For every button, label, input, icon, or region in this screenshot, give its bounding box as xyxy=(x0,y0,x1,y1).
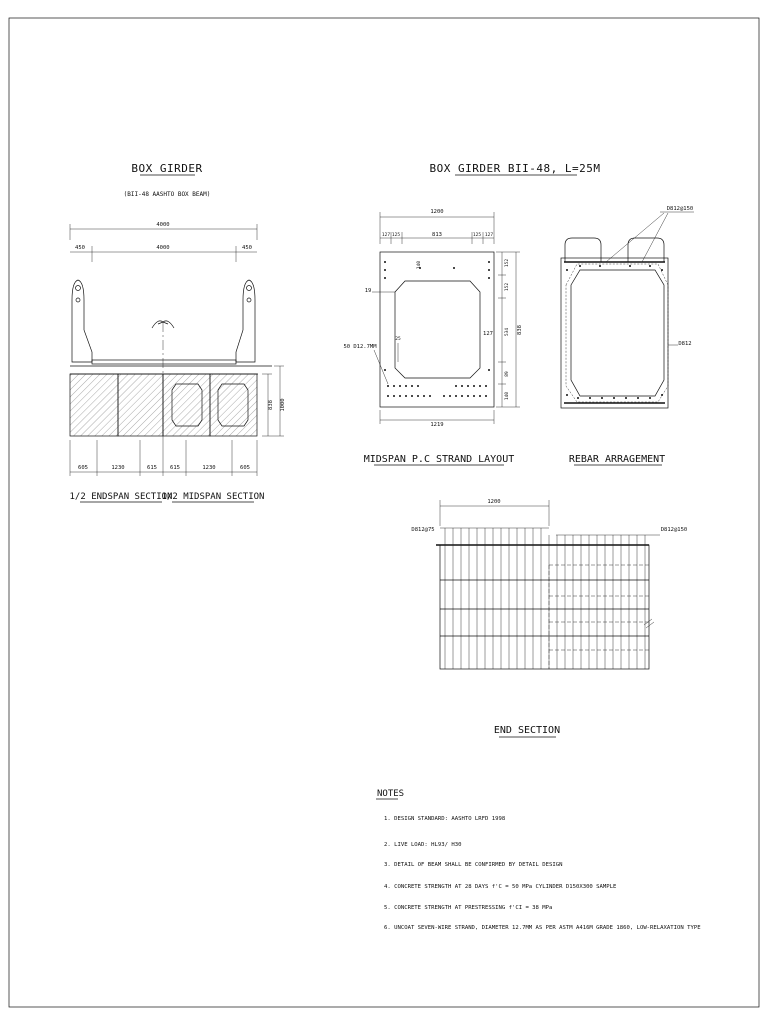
note-5: 5. CONCRETE STRENGTH AT PRESTRESSING f'CI = 38 MPa xyxy=(384,905,553,911)
end-section-outline xyxy=(440,545,649,669)
rebar-stirrup xyxy=(566,264,668,402)
box-girder-b-title: BOX GIRDER BII-48, L=25M xyxy=(429,162,601,175)
midspan-girder-1 xyxy=(163,374,210,436)
sheet-border xyxy=(9,18,759,1007)
end-section xyxy=(411,499,687,737)
strand-top-part-1: 127 xyxy=(381,233,391,238)
deck-slab xyxy=(92,360,236,364)
strand-top-part-5: 127 xyxy=(484,233,494,238)
endspan-girder-2 xyxy=(118,374,163,436)
rebar-top-flanges xyxy=(565,238,664,262)
bottom-dim-3: 615 xyxy=(147,465,157,471)
end-section-width: 1200 xyxy=(487,499,501,505)
bottom-dim-4: 615 xyxy=(170,465,180,471)
end-left-callout: D812@75 xyxy=(411,527,435,533)
height-dim-b: 1000 xyxy=(280,398,286,412)
rebar-dots xyxy=(566,265,663,399)
strand-top-small: 140 xyxy=(417,260,422,270)
strand-overall-height: 838 xyxy=(517,325,523,335)
side-dim-5: 140 xyxy=(505,391,510,401)
bottom-dim-2: 1230 xyxy=(111,465,125,471)
rebar-box-outline xyxy=(561,258,668,408)
side-dim-2: 152 xyxy=(505,282,510,292)
endspan-girder-1 xyxy=(70,374,118,436)
bottom-dim-1: 605 xyxy=(78,465,88,471)
left-kerb-dim: 450 xyxy=(75,245,85,251)
strand-top-part-4: 125 xyxy=(472,233,482,238)
endspan-caption: 1/2 ENDSPAN SECTION xyxy=(69,492,173,502)
bottom-dim-6: 605 xyxy=(240,465,250,471)
box-girder-subtitle: (BII-48 AASHTO BOX BEAM) xyxy=(123,191,211,198)
strand-layout-caption: MIDSPAN P.C STRAND LAYOUT xyxy=(363,454,515,465)
strand-top-part-2: 125 xyxy=(391,233,401,238)
box-girder-b-section xyxy=(343,162,694,465)
strand-top-part-3: 813 xyxy=(432,232,442,238)
notes-heading: NOTES xyxy=(377,789,405,799)
end-section-grid xyxy=(445,528,645,669)
rebar-side-callout: D812 xyxy=(678,341,692,347)
strand-top-width: 1200 xyxy=(430,209,444,215)
note-1: 1. DESIGN STANDARD: AASHTO LRFD 1998 xyxy=(384,816,506,822)
midspan-caption: 1/2 MIDSPAN SECTION xyxy=(161,492,265,502)
end-right-callout: D812@150 xyxy=(660,527,688,533)
strand-callout: 50 D12.7MM xyxy=(343,344,377,350)
strand-web-dim: 127 xyxy=(483,331,493,337)
overall-dim: 4000 xyxy=(156,222,170,228)
bottom-dim-5: 1230 xyxy=(202,465,216,471)
note-4: 4. CONCRETE STRENGTH AT 28 DAYS f'C = 50 MPa CYLINDER D150X300 SAMPLE xyxy=(384,884,617,890)
box-girder-title: BOX GIRDER xyxy=(131,162,203,175)
strand-box-void xyxy=(395,281,480,378)
right-parapet xyxy=(236,280,255,362)
inner-width-dim: 4000 xyxy=(156,245,170,251)
right-kerb-dim: 450 xyxy=(242,245,252,251)
midspan-girder-2 xyxy=(210,374,257,436)
end-section-caption: END SECTION xyxy=(493,725,561,736)
notes-block xyxy=(376,789,701,931)
left-parapet xyxy=(72,280,92,362)
strand-box-outline xyxy=(380,252,494,407)
side-dim-1: 152 xyxy=(505,258,510,268)
side-dim-4: 89 xyxy=(505,371,510,377)
rebar-top-callout: D812@150 xyxy=(666,206,694,212)
box-girder-section xyxy=(70,162,286,502)
strand-bottom-width: 1219 xyxy=(430,422,444,428)
note-2: 2. LIVE LOAD: HL93/ H30 xyxy=(384,842,462,848)
rebar-caption: REBAR ARRAGEMENT xyxy=(568,454,666,465)
top-strands xyxy=(384,261,490,279)
height-dim-a: 838 xyxy=(268,400,274,410)
rebar-void xyxy=(571,270,664,396)
strand-inner-dim: 25 xyxy=(395,337,401,342)
side-dim-3: 534 xyxy=(505,327,510,337)
strand-left-small: 19 xyxy=(364,288,372,294)
note-3: 3. DETAIL OF BEAM SHALL BE CONFIRMED BY DETAIL DESIGN xyxy=(384,862,563,868)
note-6: 6. UNCOAT SEVEN-WIRE STRAND, DIAMETER 12.7MM AS PER ASTM A416M GRADE 1860, LOW-RELAXATION TYPE xyxy=(384,925,701,931)
